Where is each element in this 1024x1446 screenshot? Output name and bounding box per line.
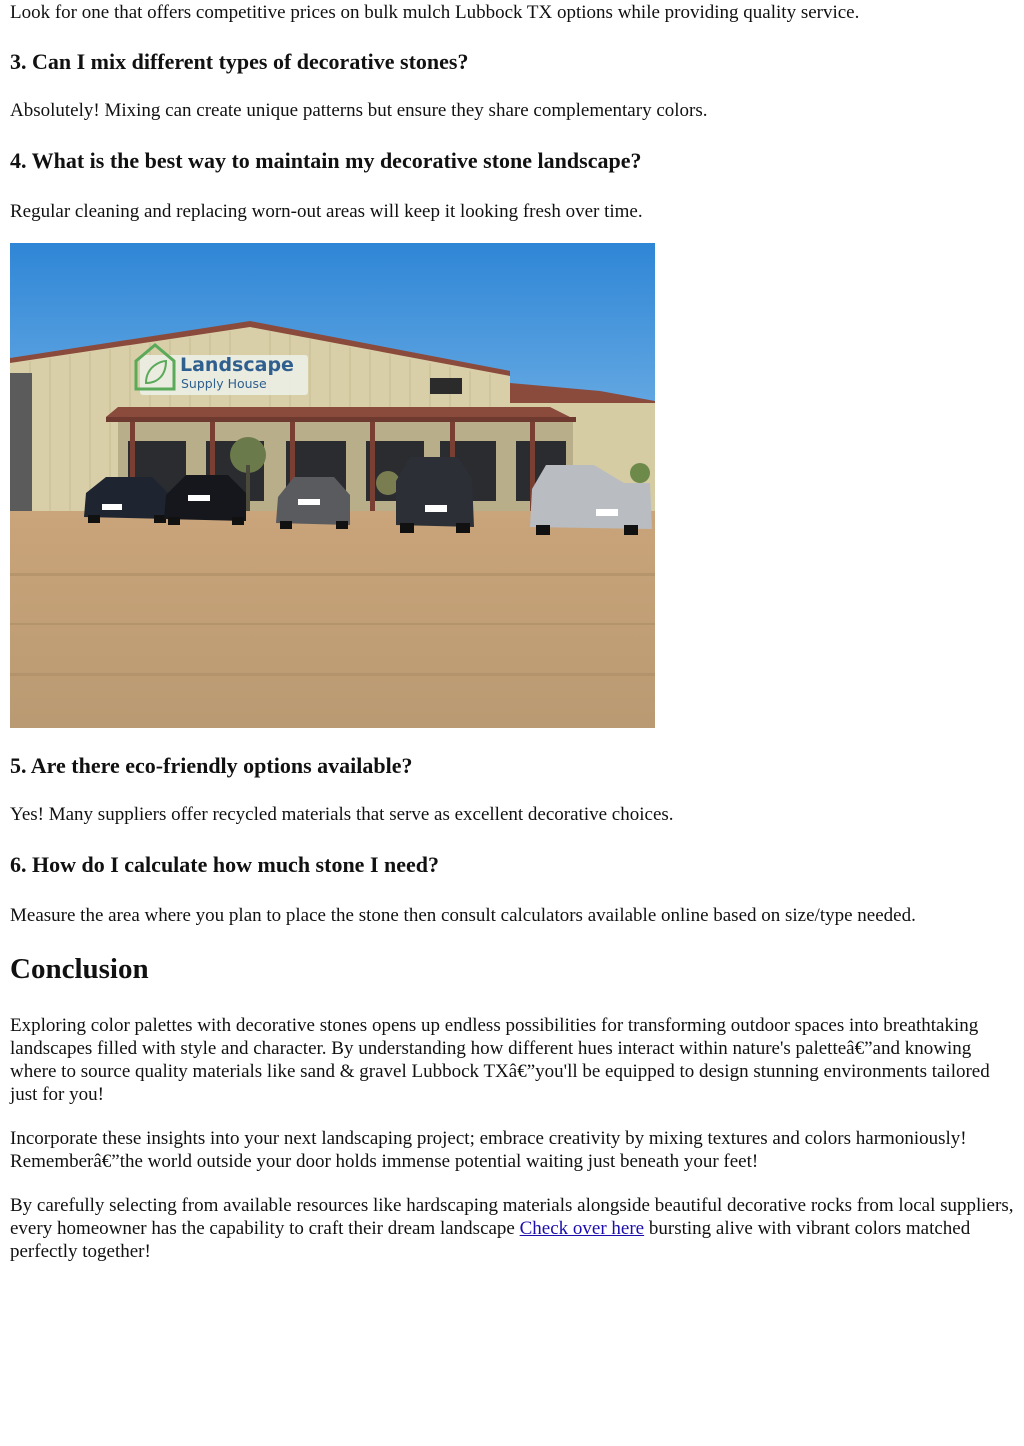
conclusion-paragraph-3 — [10, 1194, 1014, 1263]
faq-question-5: 5. Are there eco-friendly options available? — [10, 753, 413, 778]
faq-answer-5: Yes! Many suppliers offer recycled materials that serve as excellent decorative choices. — [10, 804, 674, 825]
conclusion-paragraph-2: Incorporate these insights into your next landscaping project; embrace creativity by mixing textures and colors harmoniously! Rememberâ€”the world outside your door holds immense potential waiting just beneath your feet! — [10, 1128, 967, 1172]
conclusion-paragraph-3-text-before: By carefully selecting from available resources like hardscaping materials alongside beautiful decorative rocks from local suppliers, every homeowner has the capability to craft their dream landscape — [10, 1195, 1014, 1239]
faq-question-6: 6. How do I calculate how much stone I need? — [10, 852, 440, 877]
conclusion-paragraph-1: Exploring color palettes with decorative stones opens up endless possibilities for transforming outdoor spaces into breathtaking landscapes filled with style and character. By understanding how different hues interact within nature's paletteâ€”and knowing where to source quality materials like sand & gravel Lubbock TXâ€”you'll be equipped to design stunning environments tailored just for you! — [10, 1015, 990, 1105]
faq-answer-6: Measure the area where you plan to place the stone then consult calculators available online based on size/type needed. — [10, 905, 916, 926]
faq-answer-3: Absolutely! Mixing can create unique patterns but ensure they share complementary colors. — [10, 100, 708, 121]
conclusion-paragraph-3-text-after: bursting alive with vibrant colors matched perfectly together! — [10, 1218, 971, 1262]
sign-line-1: Landscape — [180, 354, 294, 376]
intro-tail-paragraph: Look for one that offers competitive prices on bulk mulch Lubbock TX options while providing quality service. — [10, 2, 860, 23]
faq-answer-4: Regular cleaning and replacing worn-out areas will keep it looking fresh over time. — [10, 201, 643, 222]
faq-question-3: 3. Can I mix different types of decorative stones? — [10, 49, 469, 74]
conclusion-heading: Conclusion — [10, 953, 149, 985]
store-photo — [10, 243, 655, 728]
check-over-here-link[interactable]: Check over here — [519, 1218, 645, 1239]
sign-line-2: Supply House — [181, 376, 267, 391]
faq-question-4: 4. What is the best way to maintain my decorative stone landscape? — [10, 148, 642, 173]
